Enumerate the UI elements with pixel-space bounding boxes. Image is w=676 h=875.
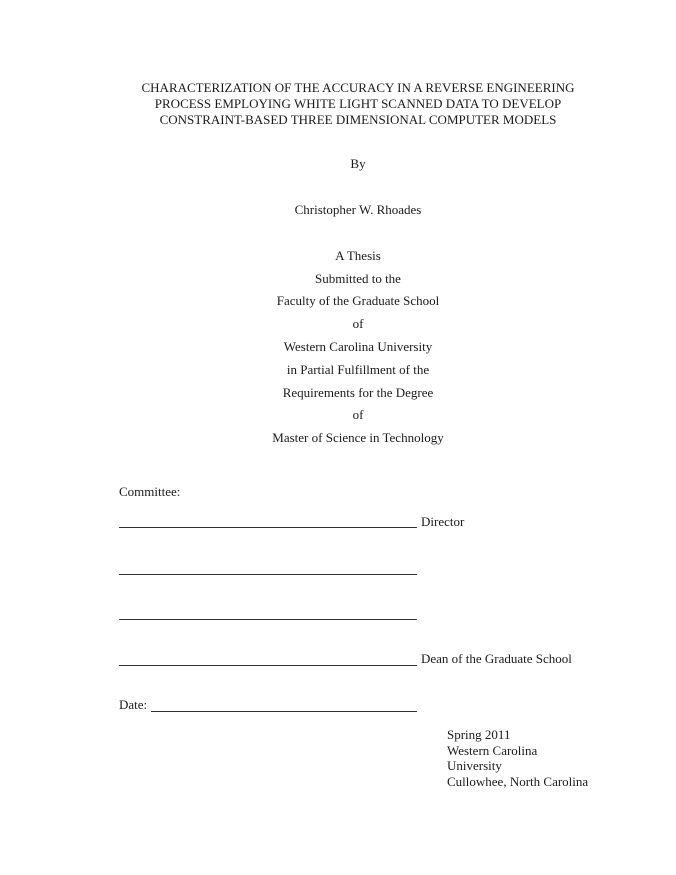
date-line bbox=[151, 711, 417, 712]
by-label: By bbox=[350, 156, 366, 171]
date-label: Date: bbox=[119, 697, 148, 712]
submission-line-4: of bbox=[352, 316, 364, 331]
title-line-2: PROCESS EMPLOYING WHITE LIGHT SCANNED DATA TO DEVELOP bbox=[154, 96, 562, 111]
footer-institution-line-1: Western Carolina bbox=[447, 742, 538, 758]
submission-line-8: of bbox=[352, 407, 364, 422]
submission-line-2: Submitted to the bbox=[315, 271, 401, 286]
submission-line-3: Faculty of the Graduate School bbox=[276, 293, 440, 308]
author-name: Christopher W. Rhoades bbox=[294, 202, 422, 217]
submission-line-6: in Partial Fulfillment of the bbox=[286, 362, 430, 377]
footer-location: Cullowhee, North Carolina bbox=[447, 773, 589, 789]
signature-label-dean: Dean of the Graduate School bbox=[421, 651, 572, 666]
signature-line bbox=[119, 619, 417, 620]
signature-line bbox=[119, 527, 417, 528]
signature-line bbox=[119, 665, 417, 666]
footer-institution-line-2: University bbox=[447, 758, 502, 773]
submission-line-1: A Thesis bbox=[335, 248, 381, 263]
degree-name: Master of Science in Technology bbox=[272, 430, 444, 445]
footer-info bbox=[447, 727, 588, 789]
signature-label-director: Director bbox=[421, 514, 465, 529]
submission-line-5: Western Carolina University bbox=[283, 339, 433, 354]
footer-term: Spring 2011 bbox=[447, 727, 511, 742]
title-line-3: CONSTRAINT-BASED THREE DIMENSIONAL COMPUTER MODELS bbox=[159, 112, 557, 127]
title-line-1: CHARACTERIZATION OF THE ACCURACY IN A REVERSE ENGINEERING bbox=[141, 80, 575, 95]
signature-line bbox=[119, 574, 417, 575]
committee-label: Committee: bbox=[119, 484, 181, 499]
submission-line-7: Requirements for the Degree bbox=[282, 385, 434, 400]
thesis-title bbox=[0, 80, 676, 128]
